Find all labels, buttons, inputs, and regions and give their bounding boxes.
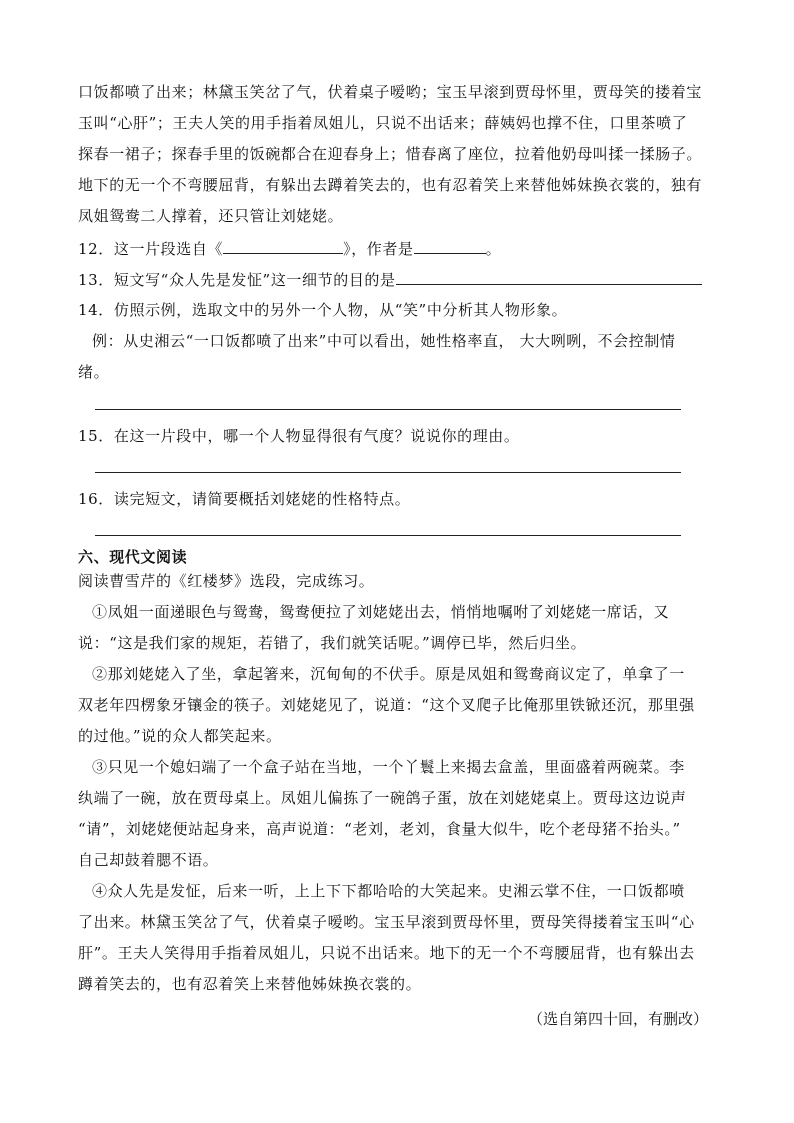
q12-prefix: 12．这一片段选自《 (78, 240, 224, 258)
paragraph-2-line: ②那刘姥姥入了坐，拿起箸来，沉甸甸的不伏手。原是凤姐和鸳鸯商议定了，单拿了一 (92, 665, 685, 683)
q16-answer-line[interactable] (95, 535, 681, 536)
section-instruction: 阅读曹雪芹的《红楼梦》选段，完成练习。 (78, 572, 375, 590)
q15-answer-line[interactable] (95, 472, 681, 473)
question-15: 15．在这一片段中，哪一个人物显得很有气度？说说你的理由。 (78, 427, 520, 445)
paragraph-4-line: 了出来。林黛玉笑岔了气，伏着桌子嗳哟。宝玉早滚到贾母怀里，贾母笑得搂着宝玉叫“心 (78, 913, 695, 931)
q12-book-blank[interactable] (223, 237, 343, 254)
passage-line: 玉叫“心肝”；王夫人笑的用手指着凤姐儿，只说不出话来；薛姨妈也撑不住，口里茶喷了 (78, 114, 688, 132)
question-13 (78, 268, 728, 291)
paragraph-2-line: 的过他。”说的众人都笑起来。 (78, 727, 282, 745)
q14-answer-line[interactable] (95, 409, 681, 410)
paragraph-4-line: 蹲着笑去的，也有忍着笑上来替他姊妹换衣裳的。 (78, 975, 422, 993)
question-12 (78, 237, 728, 260)
section-title: 六、现代文阅读 (78, 548, 188, 566)
q13-text: 13．短文写“众人先是发怔”这一细节的目的是 (78, 271, 396, 289)
paragraph-3-line: 纨端了一碗，放在贾母桌上。凤姐儿偏拣了一碗鸽子蛋，放在刘姥姥桌上。贾母这边说声 (78, 789, 687, 807)
q13-answer-blank[interactable] (396, 268, 702, 285)
q12-suffix: 。 (485, 240, 502, 258)
passage-line: 探春一裙子；探春手里的饭碗都合在迎春身上；惜春离了座位，拉着他奶母叫揉一揉肠子。 (78, 145, 703, 163)
example-line: 例：从史湘云“一口饭都喷了出来”中可以看出，她性格率直， 大大咧咧，不会控制情 (92, 332, 676, 350)
paragraph-2-line: 双老年四楞象牙镶金的筷子。刘姥姥见了，说道：“这个叉爬子比俺那里铁锨还沉，那里强 (78, 696, 695, 714)
source-note: （选自第四十回，有删改） (527, 1010, 708, 1028)
paragraph-4-line: ④众人先是发怔，后来一听，上上下下都哈哈的大笑起来。史湘云掌不住，一口饭都喷 (92, 882, 685, 900)
paragraph-1-line: 说：“这是我们家的规矩，若错了，我们就笑话呢。”调停已毕，然后归坐。 (78, 634, 587, 652)
question-14: 14．仿照示例，选取文中的另外一个人物，从“笑”中分析其人物形象。 (78, 301, 568, 319)
question-16: 16．读完短文，请简要概括刘姥姥的性格特点。 (78, 490, 411, 508)
passage-line: 凤姐鸳鸯二人撑着，还只管让刘姥姥。 (78, 207, 344, 225)
paragraph-3-line: ③只见一个媳妇端了一个盒子站在当地，一个丫鬟上来揭去盒盖，里面盛着两碗菜。李 (92, 758, 685, 776)
paragraph-3-line: 自己却鼓着腮不语。 (78, 851, 219, 869)
passage-line: 地下的无一个不弯腰屈背，有躲出去蹲着笑去的，也有忍着笑上来替他姊妹换衣裳的，独有 (78, 176, 703, 194)
example-line: 绪。 (78, 363, 110, 381)
paragraph-1-line: ①凤姐一面递眼色与鸳鸯，鸳鸯便拉了刘姥姥出去，悄悄地嘱咐了刘姥姥一席话，又 (92, 603, 670, 621)
paragraph-3-line: “请”，刘姥姥便站起身来，高声说道：“老刘，老刘，食量大似牛，吃个老母猪不抬头。” (78, 820, 681, 838)
q12-author-blank[interactable] (414, 237, 486, 254)
q12-middle: 》，作者是 (343, 240, 414, 258)
passage-line: 口饭都喷了出来；林黛玉笑岔了气，伏着桌子嗳哟；宝玉早滚到贾母怀里，贾母笑的搂着宝 (78, 83, 703, 101)
paragraph-4-line: 肝”。王夫人笑得用手指着凤姐儿，只说不出话来。地下的无一个不弯腰屈背，也有躲出去 (78, 944, 695, 962)
